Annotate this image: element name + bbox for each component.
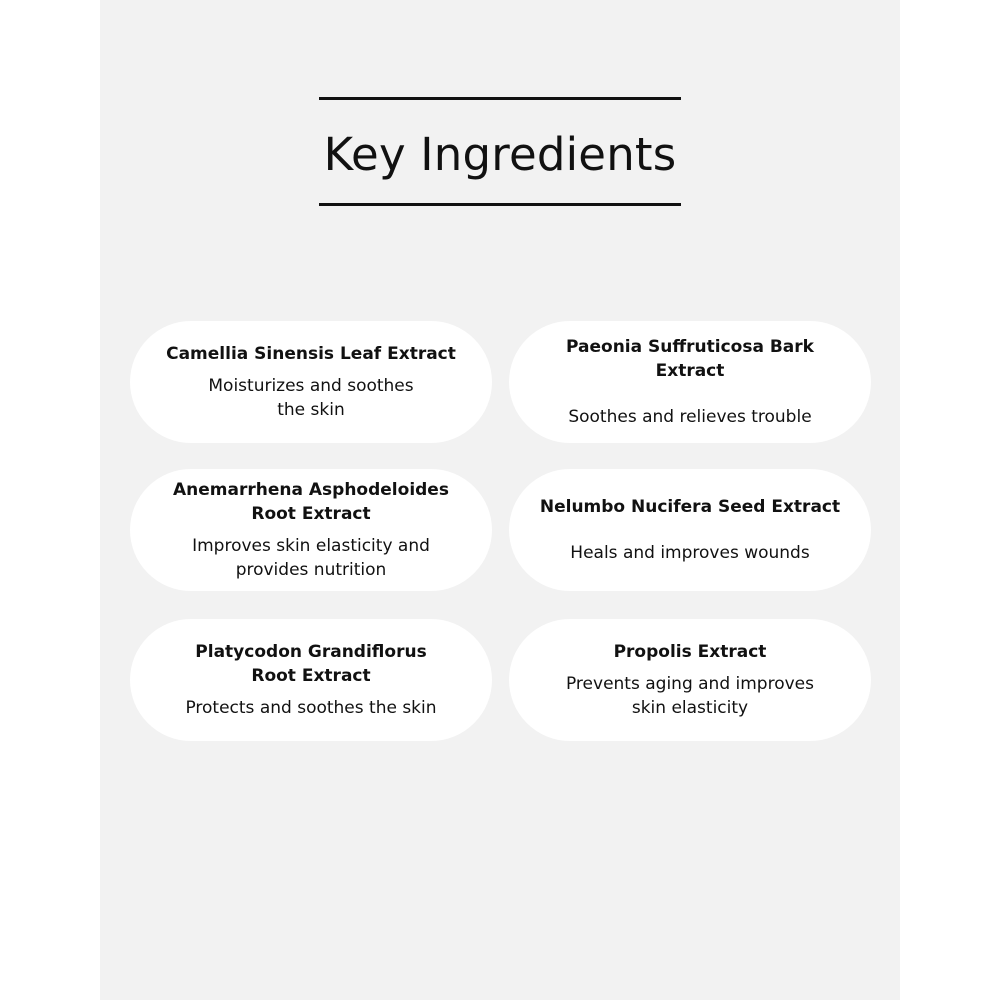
- ingredient-card: [130, 619, 492, 741]
- ingredient-description: Soothes and relieves trouble: [568, 407, 812, 427]
- ingredient-name: Anemarrhena Asphodeloides Root Extract: [173, 480, 449, 524]
- ingredient-description: Prevents aging and improves skin elasticity: [565, 674, 814, 718]
- ingredient-card: [130, 321, 492, 443]
- ingredient-name: Propolis Extract: [613, 642, 767, 662]
- ingredient-card: [509, 321, 871, 443]
- ingredient-description: Heals and improves wounds: [570, 543, 810, 563]
- ingredient-description: Protects and soothes the skin: [185, 698, 437, 718]
- ingredient-card: [130, 469, 492, 591]
- ingredient-name: Camellia Sinensis Leaf Extract: [166, 344, 456, 364]
- title-top-rule: [319, 97, 681, 100]
- ingredient-card: [509, 619, 871, 741]
- ingredient-description: Moisturizes and soothes the skin: [208, 376, 414, 420]
- ingredient-card: [509, 469, 871, 591]
- page-title: Key Ingredients: [323, 128, 677, 181]
- ingredient-name: Nelumbo Nucifera Seed Extract: [539, 497, 841, 517]
- ingredient-description: Improves skin elasticity and provides nutrition: [192, 536, 430, 580]
- title-bottom-rule: [319, 203, 681, 206]
- ingredient-name: Platycodon Grandiflorus Root Extract: [195, 642, 427, 686]
- ingredient-name: Paeonia Suffruticosa Bark Extract: [566, 337, 814, 381]
